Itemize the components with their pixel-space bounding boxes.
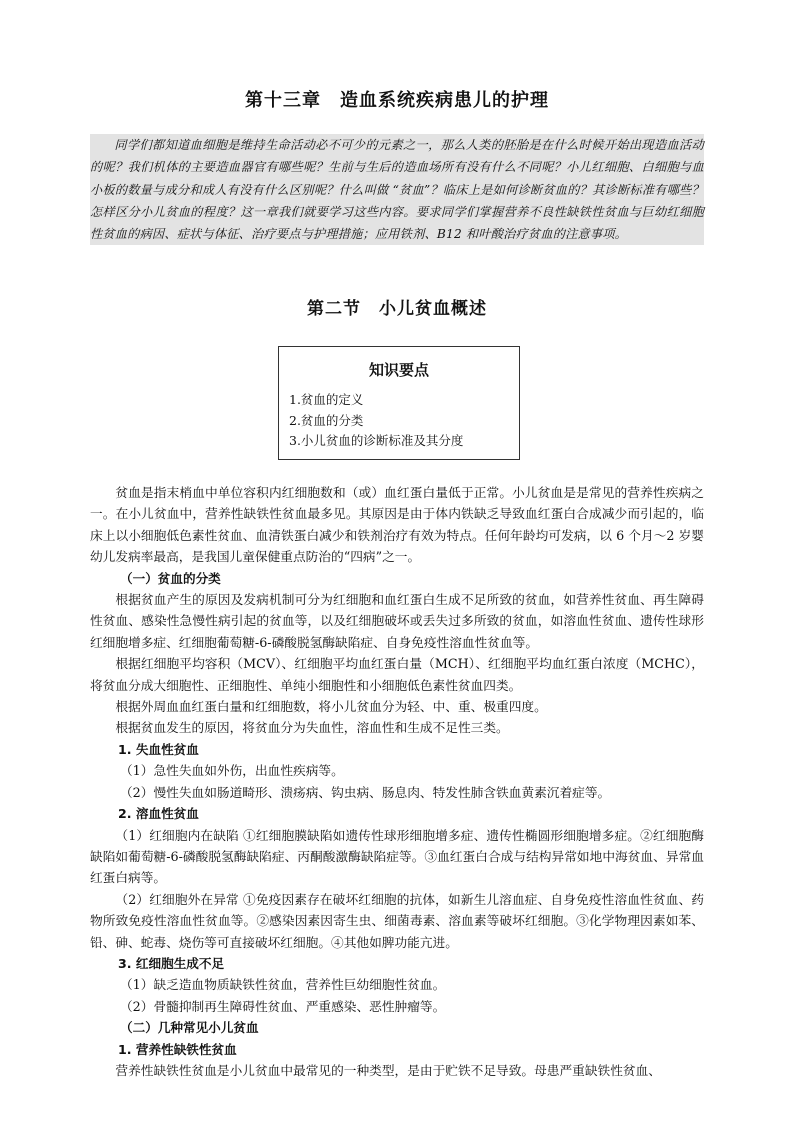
paragraph-anemia-definition: 贫血是指末梢血中单位容积内红细胞数和（或）血红蛋白量低于正常。小儿贫血是是常见的营养性疾病之一。在小儿贫血中，营养性缺铁性贫血最多见。其原因是由于体内铁缺乏导致血红蛋白合成减少而引起的，临床上以小细胞低色素性贫血、血清铁蛋白减少和铁剂治疗有效为特点。任何年龄均可发病，以 6 个月～2 岁婴幼儿发病率最高，是我国儿童保健重点防治的“四病”之一。 (90, 485, 704, 565)
intro-block (90, 134, 704, 245)
list-item: （2）慢性失血如肠道畸形、溃疡病、钩虫病、肠息肉、特发性肺含铁血黄素沉着症等。 (120, 784, 611, 800)
list-item: （2）骨髓抑制再生障碍性贫血、严重感染、恶性肿瘤等。 (120, 998, 446, 1014)
knowledge-item: 3.小儿贫血的诊断标准及其分度 (289, 433, 464, 448)
list-item: （1）缺乏造血物质缺铁性贫血，营养性巨幼细胞性贫血。 (120, 977, 446, 993)
heading-classification: （一）贫血的分类 (120, 570, 221, 586)
paragraph-classification-cause: 根据贫血产生的原因及发病机制可分为红细胞和血红蛋白生成不足所致的贫血，如营养性贫血、再生障碍性贫血、感染性急慢性病引起的贫血等，以及红细胞破坏或丢失过多所致的贫血，如溶血性贫血、遗传性球形红细胞增多症、红细胞葡萄糖-6-磷酸脱氢酶缺陷症、自身免疫性溶血性贫血等。 (90, 592, 704, 650)
heading-blood-loss-anemia: 1. 失血性贫血 (118, 741, 199, 757)
paragraph-classification-severity: 根据外周血血红蛋白量和红细胞数，将小儿贫血分为轻、中、重、极重四度。 (115, 699, 547, 715)
heading-hemolytic-anemia: 2. 溶血性贫血 (118, 806, 199, 822)
heading-production-deficit: 3. 红细胞生成不足 (118, 955, 225, 971)
paragraph-iron-deficiency: 营养性缺铁性贫血是小儿贫血中最常见的一种类型，是由于贮铁不足导致。母患严重缺铁性贫血、 (115, 1062, 661, 1078)
knowledge-box-title: 知识要点 (368, 361, 429, 379)
list-item: （1）红细胞内在缺陷 ①红细胞膜缺陷如遗传性球形细胞增多症、遗传性椭圆形细胞增多症。②红细胞酶缺陷如葡萄糖-6-磷酸脱氢酶缺陷症、丙酮酸激酶缺陷症等。③血红蛋白合成与结构异常如地中海贫血、异常血红蛋白病等。 (90, 827, 704, 886)
heading-common-anemias: （二）几种常见小儿贫血 (120, 1020, 259, 1036)
list-item: （1）急性失血如外伤，出血性疾病等。 (120, 763, 344, 779)
list-item: （2）红细胞外在异常 ①免疫因素存在破坏红细胞的抗体，如新生儿溶血症、自身免疫性溶血性贫血、药物所致免疫性溶血性贫血等。②感染因素因寄生虫、细菌毒素、溶血素等破坏红细胞。③化学物理因素如苯、铅、砷、蛇毒、烧伤等可直接破坏红细胞。④其他如脾功能亢进。 (90, 891, 704, 950)
knowledge-points-box (278, 346, 520, 460)
heading-iron-deficiency-anemia: 1. 营养性缺铁性贫血 (118, 1041, 237, 1057)
knowledge-list (289, 390, 519, 452)
knowledge-item: 2.贫血的分类 (289, 412, 364, 428)
body-text (90, 482, 704, 1081)
intro-paragraph: 同学们都知道血细胞是维持生命活动必不可少的元素之一，那么人类的胚胎是在什么时候开始出现造血活动的呢？我们机体的主要造血器官有哪些呢？生前与生后的造血场所有没有什么不同呢？小儿红细胞、白细胞与血小板的数量与成分和成人有没有什么区别呢？什么叫做 “贫血”？临床上是如何诊断贫血的？其诊断标准有哪些？怎样区分小儿贫血的程度？这一章我们就要学习这些内容。要求同学们掌握营养不良性缺铁性贫血与巨幼红细胞性贫血的病因、症状与体征、治疗要点与护理措施；应用铁剂、B12 和叶酸治疗贫血的注意事项。 (90, 138, 704, 242)
paragraph-classification-origin: 根据贫血发生的原因，将贫血分为失血性，溶血性和生成不足性三类。 (115, 720, 509, 736)
chapter-title: 第十三章 造血系统疾病患儿的护理 (245, 90, 549, 111)
section-title: 第二节 小儿贫血概述 (307, 299, 487, 319)
knowledge-item: 1.贫血的定义 (289, 392, 364, 407)
paragraph-classification-morphology: 根据红细胞平均容积（MCV）、红细胞平均血红蛋白量（MCH）、红细胞平均血红蛋白浓度（MCHC），将贫血分成大细胞性、正细胞性、单纯小细胞性和小细胞低色素性贫血四类。 (90, 656, 704, 693)
